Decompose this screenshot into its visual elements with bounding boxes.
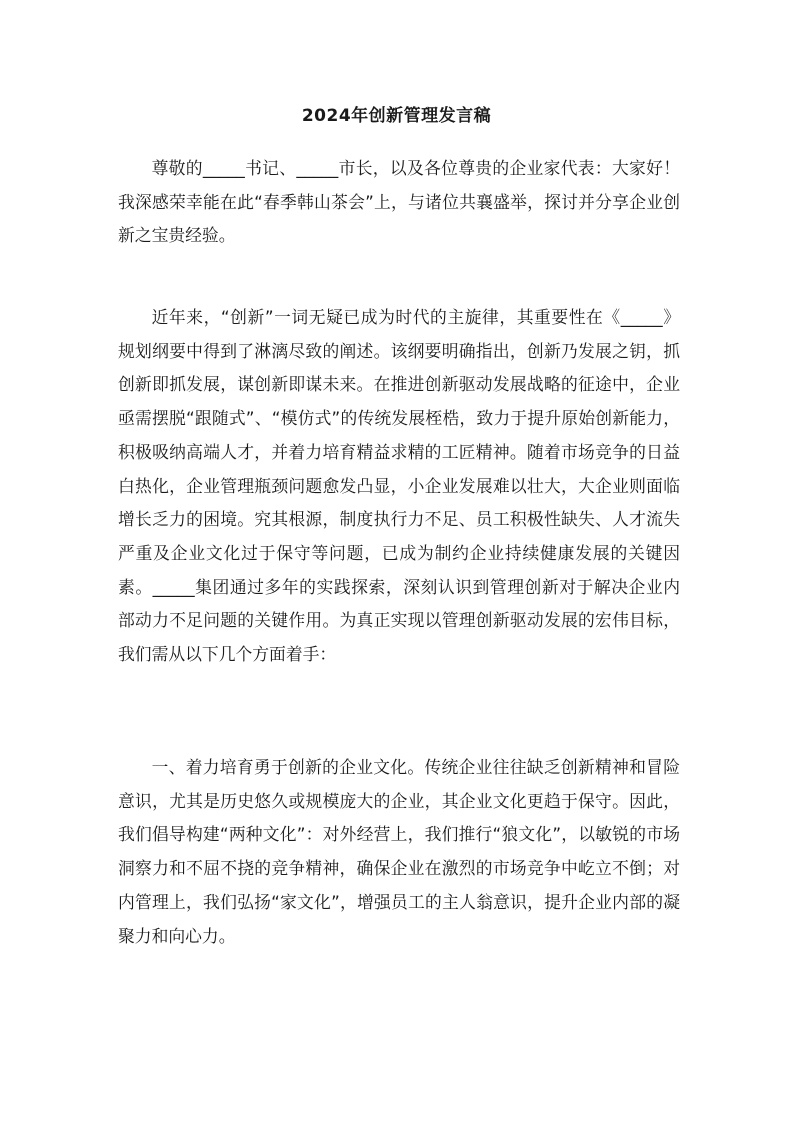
paragraph-text: 一、着力培育勇于创新的企业文化。传统企业往往缺乏创新精神和冒险意识，尤其是历史悠久或规模庞大的企业，其企业文化更趋于保守。因此，我们倡导构建“两种文化”：对外经营上，我们推行“狼文化”，以敏锐的市场洞察力和不屈不挠的竞争精神，确保企业在激烈的市场竞争中屹立不倒；对内管理上，我们弘扬“家文化”，增强员工的主人翁意识，提升企业内部的凝聚力和向心力。 (118, 757, 680, 946)
paragraph-text: 尊敬的_____书记、_____市长，以及各位尊贵的企业家代表：大家好！我深感荣幸能在此“春季韩山茶会”上，与诸位共襄盛举，探讨并分享企业创新之宝贵经验。 (118, 158, 680, 246)
page-title: 2024年创新管理发言稿 (301, 106, 492, 126)
paragraph-greeting (118, 152, 680, 253)
paragraph-culture (118, 751, 680, 953)
paragraph-background (118, 301, 680, 672)
paragraph-text: 近年来，“创新”一词无疑已成为时代的主旋律，其重要性在《_____》规划纲要中得到了淋漓尽致的阐述。该纲要明确指出，创新乃发展之钥，抓创新即抓发展，谋创新即谋未来。在推进创新驱动发展战略的征途中，企业亟需摆脱“跟随式”、“模仿式”的传统发展桎梏，致力于提升原始创新能力，积极吸纳高端人才，并着力培育精益求精的工匠精神。随着市场竞争的日益白热化，企业管理瓶颈问题愈发凸显，小企业发展难以壮大，大企业则面临增长乏力的困境。究其根源，制度执行力不足、员工积极性缺失、人才流失严重及企业文化过于保守等问题，已成为制约企业持续健康发展的关键因素。_____集团通过多年的实践探索，深刻认识到管理创新对于解决企业内部动力不足问题的关键作用。为真正实现以管理创新驱动发展的宏伟目标，我们需从以下几个方面着手： (118, 307, 680, 665)
